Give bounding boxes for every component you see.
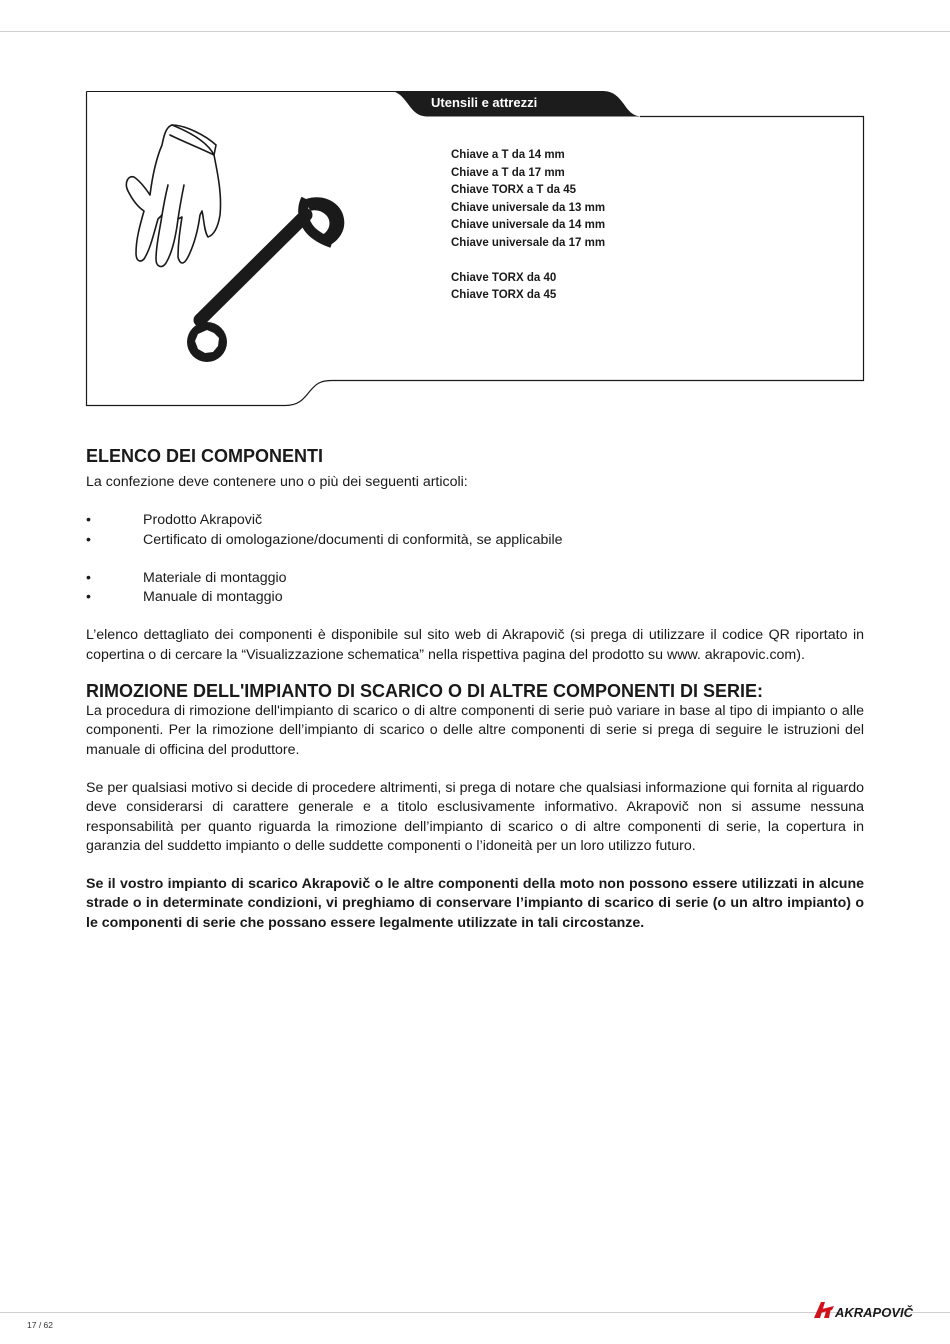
logo-mark-icon [814, 1302, 834, 1318]
list-item: • Certificato di omologazione/documenti di conformità, se applicabile [86, 531, 864, 550]
tool-item: Chiave TORX da 40 [451, 271, 557, 284]
tools-illustration [110, 115, 370, 375]
tool-list [451, 147, 605, 305]
components-note: L’elenco dettagliato dei componenti è disponibile sul sito web di Akrapovič (si prega di utilizzare il codice QR riportato in copertina o di cercare la “Visualizzazione schematica” nella rispettiva pagina del prodotto su www. akrapovic.com). [86, 627, 864, 663]
tool-item: Chiave universale da 17 mm [451, 236, 606, 249]
tool-item: Chiave TORX da 45 [451, 289, 557, 301]
components-list-1 [86, 511, 864, 550]
list-item: • Materiale di montaggio [86, 569, 864, 588]
components-intro: La confezione deve contenere uno o più dei seguenti articoli: [86, 474, 468, 490]
tool-item: Chiave TORX a T da 45 [451, 184, 577, 196]
list-item: • Prodotto Akrapovič [86, 511, 864, 530]
wrench-icon [187, 197, 344, 362]
tool-item: Chiave a T da 14 mm [451, 149, 565, 161]
list-item: • Manuale di montaggio [86, 588, 864, 607]
logo-text: AKRAPOVIČ [835, 1305, 914, 1320]
footer-rule [0, 1312, 950, 1313]
tools-title: Utensili e attrezzi [431, 95, 538, 110]
tool-list-gap [451, 252, 605, 270]
removal-paragraph-1: La procedura di rimozione dell'impianto di scarico o di altre componenti di serie può variare in base al tipo di impianto o alle componenti. Per la rimozione dell’impianto di scarico o delle altre componenti di serie si prega di seguire le istruzioni del manuale di officina del produttore. [86, 703, 864, 758]
removal-heading: RIMOZIONE DELL'IMPIANTO DI SCARICO O DI ALTRE COMPONENTI DI SERIE: [86, 681, 763, 702]
akrapovic-logo [812, 1298, 914, 1320]
tool-item: Chiave universale da 13 mm [451, 201, 606, 214]
main-content [86, 445, 864, 933]
components-heading: ELENCO DEI COMPONENTI [86, 446, 324, 466]
components-list-2 [86, 569, 864, 608]
tool-item: Chiave a T da 17 mm [451, 166, 565, 179]
tool-item: Chiave universale da 14 mm [451, 219, 606, 231]
page-number: 17 / 62 [27, 1320, 53, 1330]
removal-paragraph-3: Se il vostro impianto di scarico Akrapovič o le altre componenti della moto non possono essere utilizzati in alcune strade o in determinate condizioni, vi preghiamo di conservare l’impianto di scarico di serie (o un altro impianto) o le componenti di serie che possano essere legalmente utilizzate in tali circostanze. [86, 876, 864, 931]
glove-icon [126, 125, 220, 266]
removal-paragraph-2: Se per qualsiasi motivo si decide di procedere altrimenti, si prega di notare che qualsiasi informazione qui fornita al riguardo deve considerarsi di carattere generale e a titolo esclusivamente informativo. Akrapovič non si assume nessuna responsabilità per quanto riguarda la rimozione dell’impianto di scarico o di altre componenti di serie, la copertura in garanzia del suddetto impianto o delle suddette componenti o l’idoneità per un loro utilizzo futuro. [86, 779, 864, 854]
